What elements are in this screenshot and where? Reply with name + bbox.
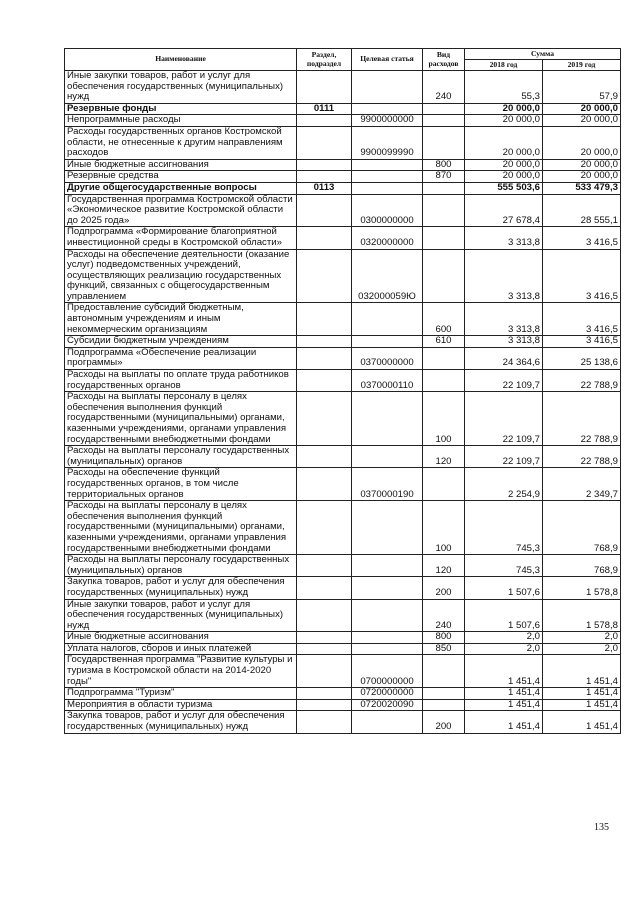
table-row: [65, 303, 621, 336]
row-target: [352, 555, 423, 577]
row-kind: 200: [423, 711, 465, 733]
row-kind: 610: [423, 336, 465, 348]
row-section: [297, 468, 352, 501]
row-section: [297, 249, 352, 303]
row-target: [352, 71, 423, 104]
row-name: Подпрограмма «Обеспечение реализации программы»: [65, 347, 297, 369]
row-section: [297, 555, 352, 577]
row-sum-2019: 20 000,0: [543, 115, 621, 127]
row-name: Расходы на выплаты персоналу государственных (муниципальных) органов: [65, 446, 297, 468]
table-row: [65, 501, 621, 555]
row-sum-2018: 1 451,4: [465, 711, 543, 733]
row-target: [352, 632, 423, 644]
table-row: [65, 655, 621, 688]
row-name: Субсидии бюджетным учреждениям: [65, 336, 297, 348]
row-kind: [423, 699, 465, 711]
row-sum-2018: 20 000,0: [465, 171, 543, 183]
row-target: [352, 392, 423, 446]
row-name: Государственная программа Костромской области «Экономическое развитие Костромской области до 2025 года»: [65, 194, 297, 227]
row-section: [297, 688, 352, 700]
table-row: [65, 370, 621, 392]
row-kind: [423, 655, 465, 688]
table-body: [65, 71, 621, 734]
row-sum-2019: 2,0: [543, 632, 621, 644]
row-target: 0300000000: [352, 194, 423, 227]
row-target: 0370000190: [352, 468, 423, 501]
row-name: Расходы на обеспечение функций государственных органов, в том числе территориальных органов: [65, 468, 297, 501]
row-sum-2019: 533 479,3: [543, 182, 621, 194]
row-name: Иные бюджетные ассигнования: [65, 159, 297, 171]
table-row: [65, 688, 621, 700]
row-kind: 240: [423, 71, 465, 104]
row-sum-2019: 2 349,7: [543, 468, 621, 501]
row-sum-2018: 20 000,0: [465, 159, 543, 171]
row-kind: 800: [423, 159, 465, 171]
table-row: [65, 446, 621, 468]
header-year-2019: 2019 год: [543, 60, 621, 71]
row-section: [297, 227, 352, 249]
row-sum-2019: 20 000,0: [543, 171, 621, 183]
table-row: [65, 347, 621, 369]
header-name: Наименование: [65, 49, 297, 71]
table-row: [65, 468, 621, 501]
row-sum-2019: 3 416,5: [543, 249, 621, 303]
row-sum-2018: 22 109,7: [465, 446, 543, 468]
row-name: Непрограммные расходы: [65, 115, 297, 127]
row-target: 0370000110: [352, 370, 423, 392]
row-target: [352, 103, 423, 115]
table-row: [65, 599, 621, 632]
table-row: [65, 392, 621, 446]
row-sum-2018: 3 313,8: [465, 336, 543, 348]
row-target: [352, 501, 423, 555]
row-target: 0720000000: [352, 688, 423, 700]
row-name: Расходы на обеспечение деятельности (оказание услуг) подведомственных учреждений, осуществляющих реализацию государственных функций, связанных с общегосударственным управлением: [65, 249, 297, 303]
table-row: [65, 643, 621, 655]
row-sum-2018: 27 678,4: [465, 194, 543, 227]
row-sum-2019: 3 416,5: [543, 227, 621, 249]
row-section: [297, 303, 352, 336]
row-sum-2019: 1 451,4: [543, 699, 621, 711]
row-name: Закупка товаров, работ и услуг для обеспечения государственных (муниципальных) нужд: [65, 711, 297, 733]
table-row: [65, 249, 621, 303]
row-section: [297, 632, 352, 644]
row-kind: 870: [423, 171, 465, 183]
row-kind: [423, 468, 465, 501]
row-kind: [423, 227, 465, 249]
row-name: Подпрограмма "Туризм": [65, 688, 297, 700]
row-section: [297, 159, 352, 171]
row-kind: [423, 370, 465, 392]
row-section: [297, 577, 352, 599]
header-section: Раздел, подраздел: [297, 49, 352, 71]
row-name: Иные закупки товаров, работ и услуг для обеспечения государственных (муниципальных) нужд: [65, 71, 297, 104]
table-row: [65, 577, 621, 599]
row-name: Уплата налогов, сборов и иных платежей: [65, 643, 297, 655]
row-sum-2019: 22 788,9: [543, 446, 621, 468]
table-row: [65, 336, 621, 348]
row-section: [297, 126, 352, 159]
row-name: Закупка товаров, работ и услуг для обеспечения государственных (муниципальных) нужд: [65, 577, 297, 599]
page-number: 135: [594, 822, 609, 833]
row-sum-2018: 3 313,8: [465, 249, 543, 303]
table-row: [65, 103, 621, 115]
table-row: [65, 227, 621, 249]
row-sum-2018: 745,3: [465, 555, 543, 577]
row-name: Государственная программа "Развитие культуры и туризма в Костромской области на 2014-2020 годы": [65, 655, 297, 688]
row-sum-2019: 2,0: [543, 643, 621, 655]
row-name: Расходы на выплаты по оплате труда работников государственных органов: [65, 370, 297, 392]
row-sum-2019: 22 788,9: [543, 392, 621, 446]
row-sum-2019: 20 000,0: [543, 103, 621, 115]
row-target: 032000059Ю: [352, 249, 423, 303]
row-section: [297, 115, 352, 127]
row-kind: [423, 194, 465, 227]
row-sum-2018: 555 503,6: [465, 182, 543, 194]
row-kind: [423, 126, 465, 159]
table-row: [65, 632, 621, 644]
table-header: [65, 49, 621, 71]
row-sum-2018: 1 507,6: [465, 577, 543, 599]
row-sum-2019: 1 451,4: [543, 655, 621, 688]
row-section: [297, 501, 352, 555]
row-kind: 850: [423, 643, 465, 655]
row-kind: 120: [423, 555, 465, 577]
row-name: Резервные средства: [65, 171, 297, 183]
row-sum-2019: 57,9: [543, 71, 621, 104]
row-sum-2018: 20 000,0: [465, 115, 543, 127]
table-row: [65, 115, 621, 127]
row-sum-2019: 3 416,5: [543, 303, 621, 336]
table-row: [65, 699, 621, 711]
row-target: [352, 159, 423, 171]
row-kind: 200: [423, 577, 465, 599]
row-name: Резервные фонды: [65, 103, 297, 115]
row-kind: [423, 249, 465, 303]
row-sum-2019: 20 000,0: [543, 159, 621, 171]
row-name: Расходы государственных органов Костромской области, не отнесенные к другим направлениям расходов: [65, 126, 297, 159]
row-target: [352, 303, 423, 336]
row-sum-2018: 1 451,4: [465, 699, 543, 711]
row-sum-2018: 1 451,4: [465, 688, 543, 700]
row-sum-2019: 1 451,4: [543, 688, 621, 700]
header-sum: Сумма: [465, 49, 621, 60]
row-section: [297, 347, 352, 369]
row-name: Расходы на выплаты персоналу в целях обеспечения выполнения функций государственными (муниципальными) органами, казенными учреждениями, органами управления государственными внебюджетными фондами: [65, 501, 297, 555]
row-section: [297, 171, 352, 183]
row-name: Подпрограмма «Формирование благоприятной инвестиционной среды в Костромской области»: [65, 227, 297, 249]
row-target: 0720020090: [352, 699, 423, 711]
row-name: Расходы на выплаты персоналу государственных (муниципальных) органов: [65, 555, 297, 577]
row-sum-2019: 1 578,8: [543, 599, 621, 632]
row-kind: 600: [423, 303, 465, 336]
row-sum-2018: 3 313,8: [465, 227, 543, 249]
row-sum-2019: 25 138,6: [543, 347, 621, 369]
row-section: [297, 643, 352, 655]
row-section: [297, 599, 352, 632]
header-year-2018: 2018 год: [465, 60, 543, 71]
row-sum-2018: 1 451,4: [465, 655, 543, 688]
row-sum-2019: 22 788,9: [543, 370, 621, 392]
row-sum-2019: 1 451,4: [543, 711, 621, 733]
row-sum-2018: 55,3: [465, 71, 543, 104]
row-name: Предоставление субсидий бюджетным, автономным учреждениям и иным некоммерческим организациям: [65, 303, 297, 336]
row-target: [352, 599, 423, 632]
row-sum-2018: 22 109,7: [465, 370, 543, 392]
row-sum-2018: 1 507,6: [465, 599, 543, 632]
row-name: Иные бюджетные ассигнования: [65, 632, 297, 644]
row-target: 9900000000: [352, 115, 423, 127]
budget-table: [64, 48, 621, 734]
row-kind: [423, 103, 465, 115]
row-name: Расходы на выплаты персоналу в целях обеспечения выполнения функций государственными (муниципальными) органами, казенными учреждениями, органами управления государственными внебюджетными фондами: [65, 392, 297, 446]
row-target: [352, 171, 423, 183]
row-section: [297, 370, 352, 392]
row-section: [297, 71, 352, 104]
row-sum-2018: 2,0: [465, 643, 543, 655]
row-sum-2018: 24 364,6: [465, 347, 543, 369]
row-section: [297, 446, 352, 468]
table-row: [65, 159, 621, 171]
row-sum-2018: 745,3: [465, 501, 543, 555]
row-sum-2018: 20 000,0: [465, 103, 543, 115]
row-target: [352, 577, 423, 599]
row-kind: 800: [423, 632, 465, 644]
row-kind: [423, 115, 465, 127]
row-target: 0700000000: [352, 655, 423, 688]
header-target: Целевая статья: [352, 49, 423, 71]
row-kind: 100: [423, 501, 465, 555]
table-row: [65, 71, 621, 104]
row-sum-2019: 1 578,8: [543, 577, 621, 599]
table-row: [65, 126, 621, 159]
row-kind: 120: [423, 446, 465, 468]
row-kind: [423, 182, 465, 194]
row-target: [352, 711, 423, 733]
row-target: [352, 182, 423, 194]
row-name: Иные закупки товаров, работ и услуг для обеспечения государственных (муниципальных) нужд: [65, 599, 297, 632]
row-sum-2019: 20 000,0: [543, 126, 621, 159]
row-section: [297, 336, 352, 348]
row-sum-2019: 768,9: [543, 501, 621, 555]
row-target: 9900099990: [352, 126, 423, 159]
row-sum-2018: 2,0: [465, 632, 543, 644]
row-section: [297, 392, 352, 446]
row-target: 0370000000: [352, 347, 423, 369]
row-section: [297, 711, 352, 733]
row-target: 0320000000: [352, 227, 423, 249]
row-section: [297, 699, 352, 711]
row-section: [297, 655, 352, 688]
row-sum-2019: 28 555,1: [543, 194, 621, 227]
table-row: [65, 194, 621, 227]
row-section: 0113: [297, 182, 352, 194]
table-row: [65, 182, 621, 194]
table-row: [65, 171, 621, 183]
row-sum-2019: 768,9: [543, 555, 621, 577]
row-target: [352, 336, 423, 348]
header-kind: Вид расходов: [423, 49, 465, 71]
row-sum-2018: 22 109,7: [465, 392, 543, 446]
row-sum-2018: 2 254,9: [465, 468, 543, 501]
row-sum-2018: 3 313,8: [465, 303, 543, 336]
table-row: [65, 555, 621, 577]
row-target: [352, 643, 423, 655]
row-target: [352, 446, 423, 468]
row-kind: 240: [423, 599, 465, 632]
row-name: Другие общегосударственные вопросы: [65, 182, 297, 194]
row-section: 0111: [297, 103, 352, 115]
row-sum-2018: 20 000,0: [465, 126, 543, 159]
row-kind: [423, 347, 465, 369]
row-kind: [423, 688, 465, 700]
row-name: Мероприятия в области туризма: [65, 699, 297, 711]
row-sum-2019: 3 416,5: [543, 336, 621, 348]
table-row: [65, 711, 621, 733]
row-kind: 100: [423, 392, 465, 446]
row-section: [297, 194, 352, 227]
